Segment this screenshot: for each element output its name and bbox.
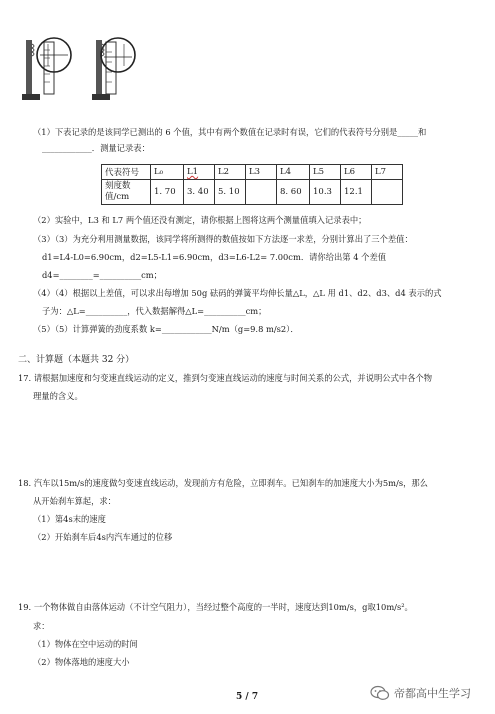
q18-sub1: （1）第4s末的速度 — [33, 514, 106, 524]
q16-part1-line1: （1）下表记录的是该同学已测出的 6 个值，其中有两个数值在记录时有误，它们的代表符号分别是_____和 — [33, 127, 427, 137]
table-cell: 5. 10 — [215, 180, 246, 205]
table-header-cell: L₀ — [151, 165, 184, 180]
row-label-line2: 值/cm — [105, 192, 130, 202]
q16-part3-line3: d4=________=__________cm； — [42, 270, 162, 280]
row-label-line1: 刻度数 — [105, 181, 131, 191]
q16-part3-line2: d1=L4-L0=6.90cm，d2=L5-L1=6.90cm，d3=L6-L2= 7.00cm．请你给出第 4 个差值 — [42, 252, 387, 262]
table-cell: 10.3 — [310, 180, 341, 205]
q16-part1-line2: ____________．测量记录表： — [42, 143, 150, 153]
table-header-row — [102, 165, 403, 180]
q16-part5: （5）（5）计算弹簧的劲度系数 k=____________N/m（g=9.8 m/s2）． — [33, 324, 299, 334]
table-header-cell: L7 — [372, 165, 403, 180]
table-cell: 3. 40 — [184, 180, 215, 205]
q18-line2: 从开始刹车算起，求： — [33, 496, 116, 506]
table-cell — [246, 180, 277, 205]
table-header-cell: L5 — [310, 165, 341, 180]
section-title: 二、计算题（本题共 32 分） — [18, 355, 135, 365]
wechat-icon — [370, 685, 390, 701]
spring-ruler-illustration — [20, 22, 140, 104]
page-number: 5 / 7 — [236, 692, 259, 702]
table-header-cell: L3 — [246, 165, 277, 180]
table-cell: 12.1 — [341, 180, 372, 205]
table-row — [102, 180, 403, 205]
record-table — [101, 164, 403, 205]
table-header-cell: L6 — [341, 165, 372, 180]
table-cell — [372, 180, 403, 205]
watermark-brand: 帝都高中生学习 — [394, 687, 471, 700]
table-cell: 8. 60 — [277, 180, 310, 205]
table-cell: 1. 70 — [151, 180, 184, 205]
q16-part2: （2）实验中，L3 和 L7 两个值还没有测定，请你根据上图将这两个测量值填入记录表中； — [33, 215, 367, 225]
q18-line1: 18. 汽车以15m/s的速度做匀变速直线运动，发现前方有危险，立即刹车。已知刹车的加速度大小为5m/s，那么 — [18, 478, 428, 488]
q16-part4-line2: 子为：△L=__________，代入数据解得△L=__________cm； — [42, 306, 267, 316]
q19-sub2: （2）物体落地的速度大小 — [33, 657, 130, 667]
watermark — [370, 685, 471, 701]
q19-line2: 求： — [33, 621, 50, 631]
table-header-cell: L4 — [277, 165, 310, 180]
q17-line2: 理量的含义。 — [33, 391, 83, 401]
q19-sub1: （1）物体在空中运动的时间 — [33, 639, 138, 649]
table-header-cell: L1 — [184, 165, 215, 180]
q19-line1: 19. 一个物体做自由落体运动（不计空气阻力），当经过整个高度的一半时，速度达到10m/s，g取10m/s²。 — [18, 602, 413, 612]
table-header-cell: 代表符号 — [102, 165, 151, 180]
q18-sub2: （2）开始刹车后4s内汽车通过的位移 — [33, 532, 173, 542]
row-label-cell — [102, 180, 151, 205]
q16-part4-line1: （4）（4）根据以上差值，可以求出每增加 50g 砝码的弹簧平均伸长量△L，△L 用 d1、d2、d3、d4 表示的式 — [33, 288, 442, 298]
q17-line1: 17. 请根据加速度和匀变速直线运动的定义，推到匀变速直线运动的速度与时间关系的公式，并说明公式中各个物 — [18, 373, 433, 383]
q16-part3-line1: （3）（3）为充分利用测量数据，该同学将所测得的数值按如下方法逐一求差，分别计算出了三个差值： — [33, 234, 413, 244]
table-header-cell: L2 — [215, 165, 246, 180]
